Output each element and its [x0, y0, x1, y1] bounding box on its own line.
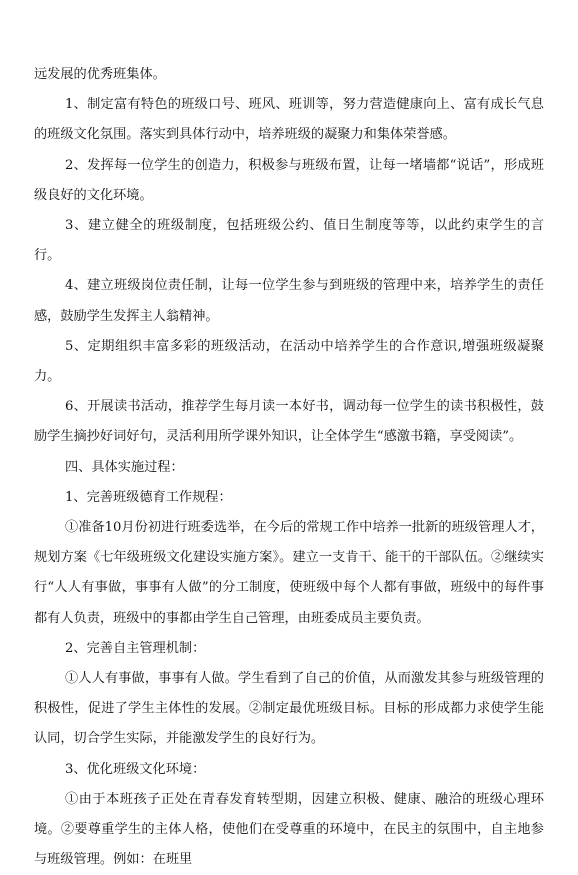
document-body	[34, 60, 544, 875]
paragraph-item-6: 6、开展读书活动，推荐学生每月读一本好书，调动每一位学生的读书积极性，鼓励学生摘抄好词好句，灵活利用所学课外知识，让全体学生“感激书籍，享受阅读”。	[34, 399, 544, 445]
subheading-2: 2、完善自主管理机制：	[65, 640, 206, 656]
paragraph-item-4: 4、建立班级岗位责任制，让每一位学生参与到班级的管理中来，培养学生的责任感，鼓励学生发挥主人翁精神。	[34, 278, 544, 324]
paragraph-item-2: 2、发挥每一位学生的创造力，积极参与班级布置，让每一堵墙都“说话”，形成班级良好的文化环境。	[34, 157, 544, 203]
paragraph-body-3: ①由于本班孩子正处在青春发育转型期，因建立积极、健康、融洽的班级心理环境。②要尊重学生的主体人格，使他们在受尊重的环境中，在民主的氛围中，自主地参与班级管理。例如：在班里	[34, 791, 544, 868]
subheading-3: 3、优化班级文化环境：	[65, 761, 206, 777]
paragraph-item-1: 1、制定富有特色的班级口号、班风、班训等，努力营造健康向上、富有成长气息的班级文化氛围。落实到具体行动中，培养班级的凝聚力和集体荣誉感。	[34, 97, 544, 143]
paragraph-body-2: ①人人有事做，事事有人做。学生看到了自己的价值，从而激发其参与班级管理的积极性，促进了学生主体性的发展。②制定最优班级目标。目标的形成都力求使学生能认同，切合学生实际，并能激发学生的良好行为。	[34, 671, 544, 747]
paragraph-item-5: 5、定期组织丰富多彩的班级活动，在活动中培养学生的合作意识,增强班级凝聚力。	[34, 338, 544, 385]
paragraph-body-1: ①准备10月份初进行班委选举，在今后的常规工作中培养一批新的班级管理人才，规划方案《七年级班级文化建设实施方案》。建立一支肯干、能干的干部队伍。②继续实行“人人有事做，事事有人做”的分工制度，使班级中每个人都有事做，班级中的每件事都有人负责，班级中的事都由学生自己管理，由班委成员主要负责。	[34, 520, 544, 626]
paragraph-item-3: 3、建立健全的班级制度，包括班级公约、值日生制度等等，以此约束学生的言行。	[34, 218, 544, 264]
paragraph-continuation: 远发展的优秀班集体。	[34, 67, 166, 82]
subheading-1: 1、完善班级德育工作规程：	[65, 489, 232, 505]
section-heading: 四、具体实施过程：	[65, 459, 184, 475]
